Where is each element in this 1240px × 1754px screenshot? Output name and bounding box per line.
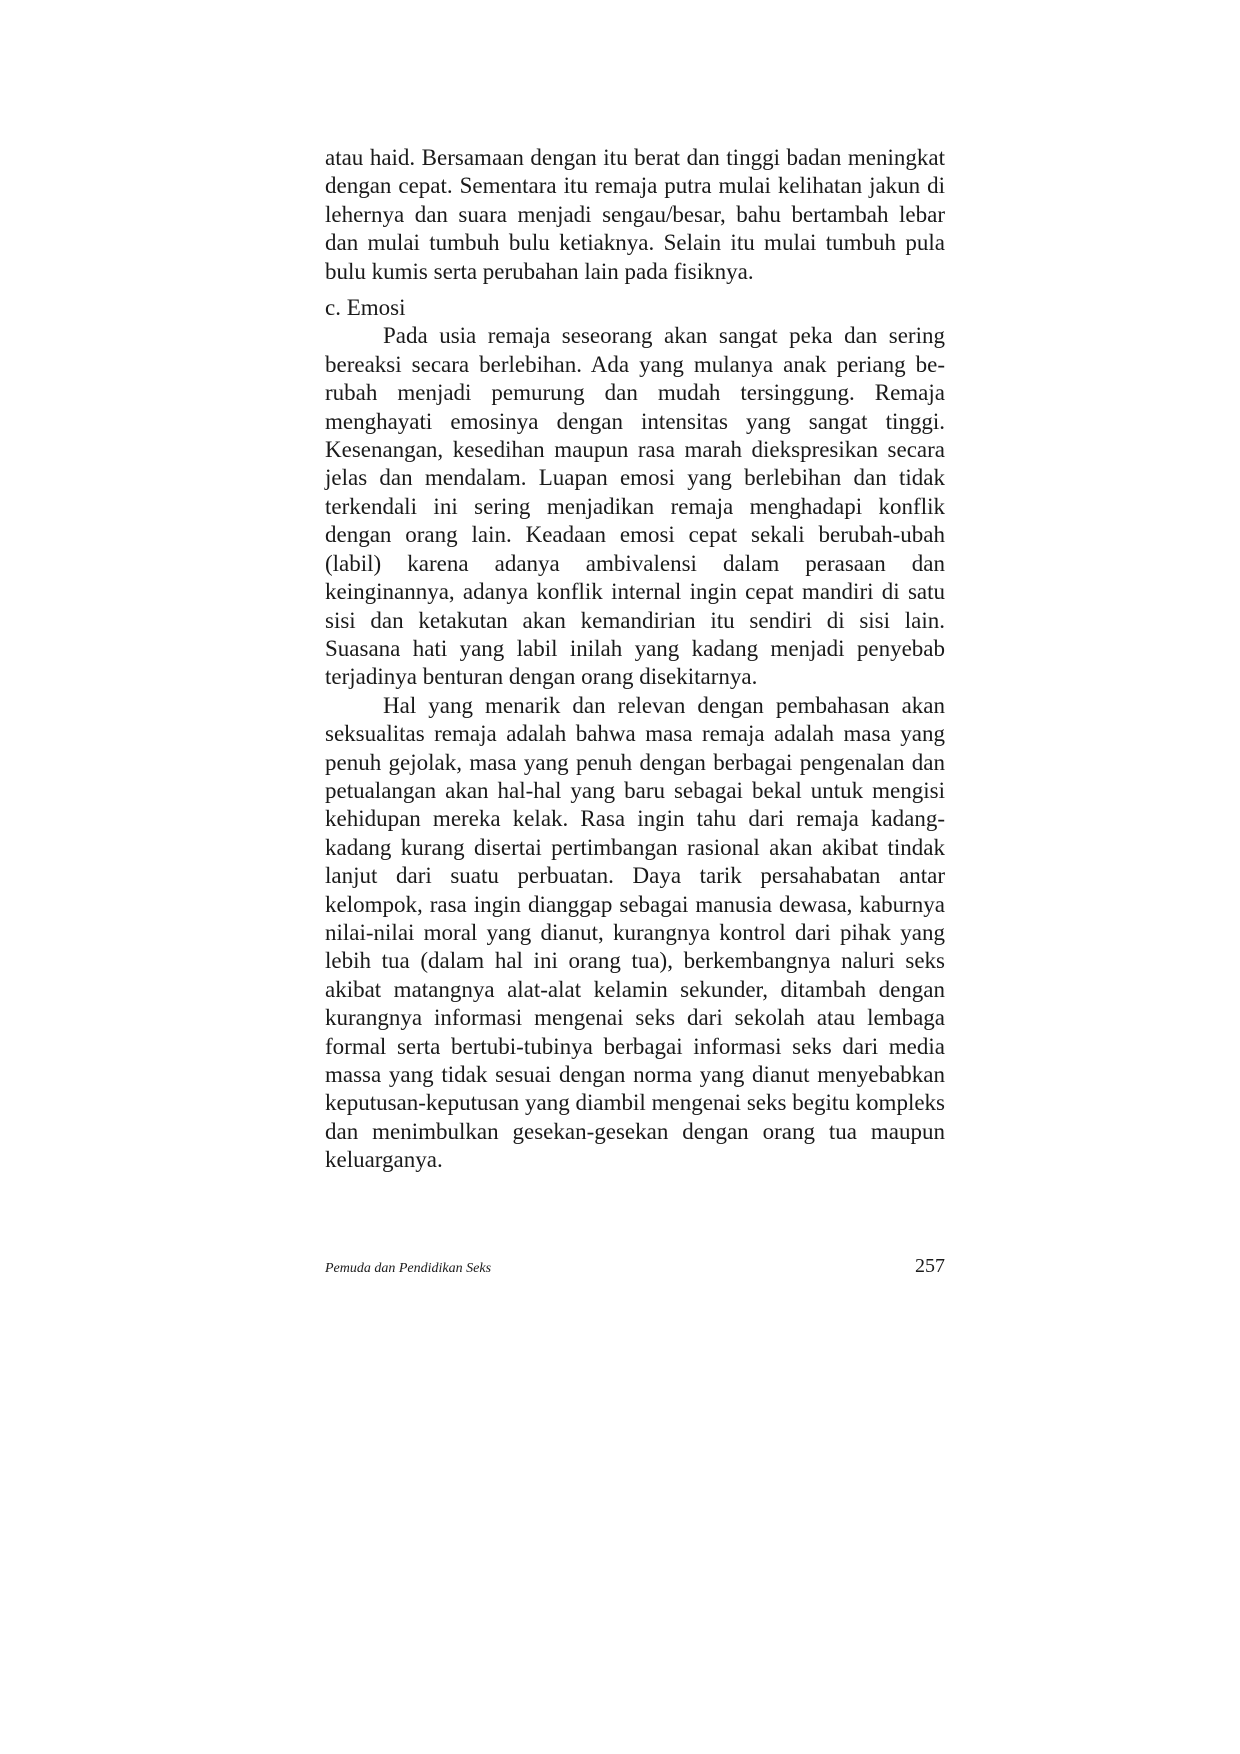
running-title: Pemuda dan Pendidikan Seks xyxy=(325,1261,492,1276)
page-number: 257 xyxy=(915,1255,945,1277)
paragraph-emosi-2: Hal yang menarik dan relevan dengan pembahasan akan seksualitas remaja adalah bahwa masa remaja adalah masa yang penuh gejolak, masa yang penuh dengan berbagai pengenalan dan petualangan akan hal-hal yang baru sebagai bekal untuk mengisi kehidupan mereka kelak. Rasa ingin tahu dari remaja kadang-kadang kurang disertai pertimbangan rasional akan akibat tindak lanjut dari suatu perbuatan. Daya tarik persahabatan antar kelompok, rasa ingin dianggap sebagai manusia dewasa, kaburnya nilai-nilai moral yang dianut, kurangnya kontrol dari pihak yang lebih tua (dalam hal ini orang tua), berkembangnya naluri seks akibat matangnya alat-alat kelamin sekunder, ditambah dengan kurangnya informasi mengenai seks dari sekolah atau lembaga formal serta bertubi-tubinya berbagai informasi seks dari media massa yang tidak sesuai dengan norma yang dianut menyebabkan keputusan-keputusan yang diambil mengenai seks begitu kompleks dan menimbulkan gesekan-gesekan dengan orang tua maupun keluarganya. xyxy=(325,692,945,1173)
paragraph-continued: atau haid. Bersamaan dengan itu berat dan tinggi badan meningkat dengan cepat. Sementara itu remaja putra mulai kelihatan jakun di lehernya dan suara menjadi sengau/besar, bahu bertambah lebar dan mulai tumbuh bulu ketiaknya. Selain itu mulai tumbuh pula bulu kumis serta perubahan lain pada fisiknya. xyxy=(325,145,945,284)
page-body xyxy=(325,144,945,1175)
section-heading-emosi: c. Emosi xyxy=(325,295,406,321)
page-footer xyxy=(325,1255,945,1278)
paragraph-emosi-1: Pada usia remaja seseorang akan sangat peka dan sering bereaksi secara berlebihan. Ada yang mulanya anak periang berubah menjadi pemurung dan mudah tersinggung. Remaja menghayati emosinya dengan intensitas yang sangat tinggi. Kesenangan, kesedihan maupun rasa marah diekspresikan secara jelas dan mendalam. Luapan emosi yang berlebihan dan tidak terkendali ini sering menjadikan remaja menghadapi konflik dengan orang lain. Keadaan emosi cepat sekali berubah-ubah (labil) karena adanya ambivalensi dalam perasaan dan keinginannya, adanya konflik internal ingin cepat mandiri di satu sisi dan ketakutan akan kemandirian itu sendiri di sisi lain. Suasana hati yang labil inilah yang kadang menjadi penyebab terjadinya benturan dengan orang disekitarnya. xyxy=(325,323,945,690)
